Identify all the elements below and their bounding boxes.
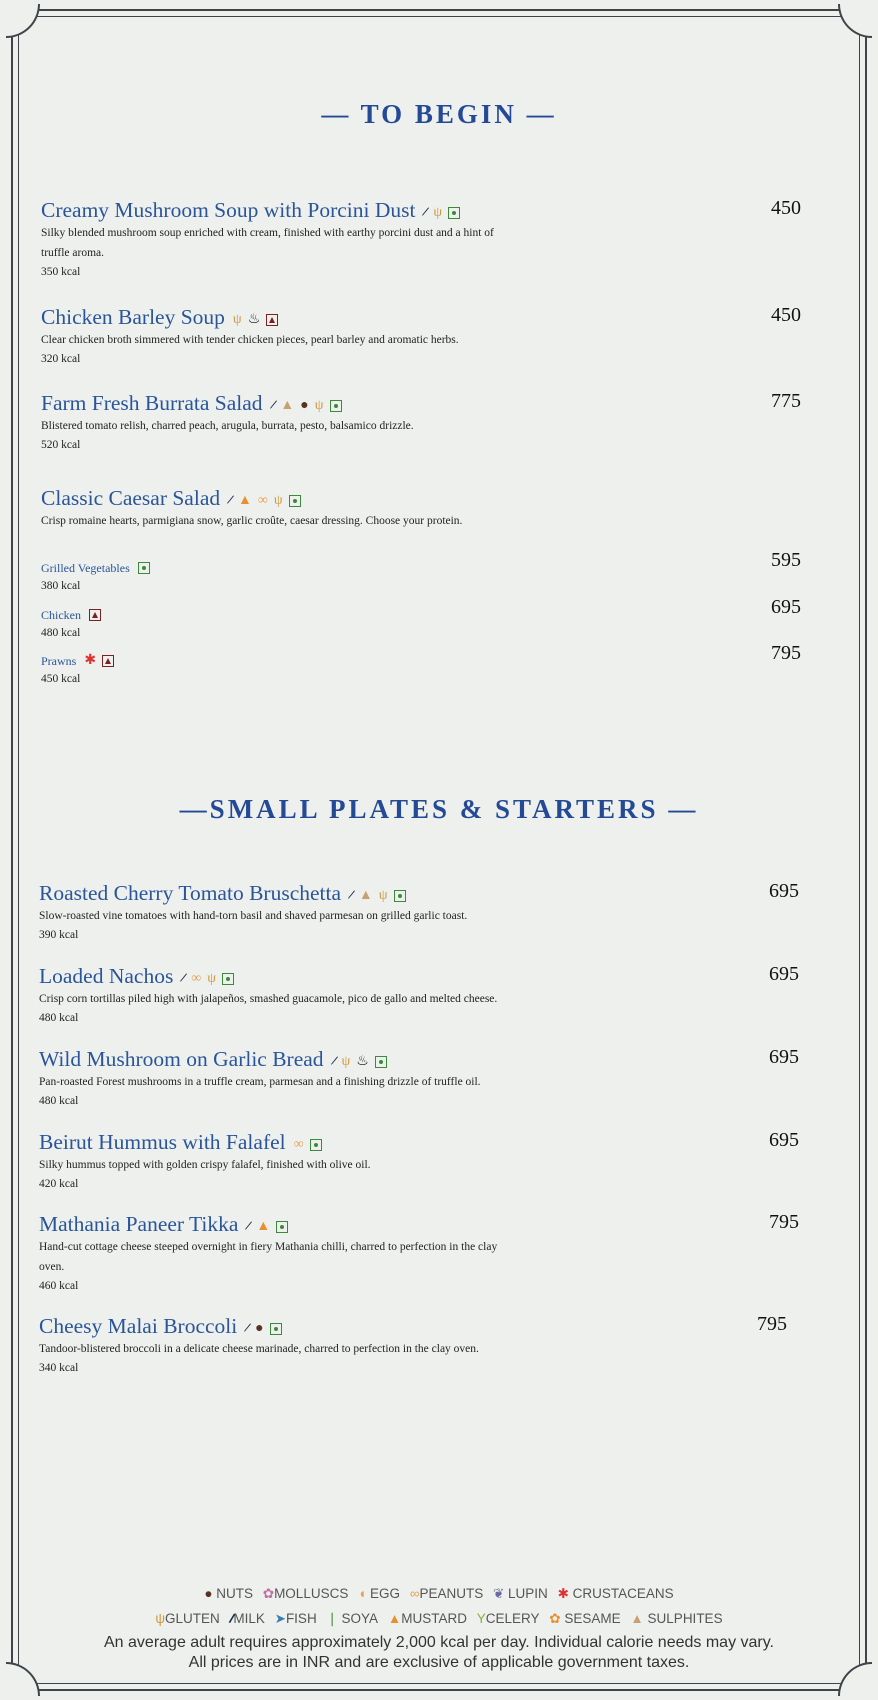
gluten-icon: ψ bbox=[207, 971, 216, 987]
item-price: 695 bbox=[769, 880, 799, 902]
allergen-icons bbox=[242, 1321, 281, 1337]
milk-icon: / bbox=[421, 205, 430, 221]
legend-label: SOYA bbox=[341, 1611, 379, 1626]
price-note: All prices are in INR and are exclusive of applicable government taxes. bbox=[188, 1654, 690, 1671]
veg-icon bbox=[310, 1139, 322, 1151]
option-name: Chicken bbox=[41, 608, 81, 622]
fish-icon: ➤ bbox=[274, 1611, 286, 1626]
milk-icon: / bbox=[329, 1054, 339, 1070]
legend-label: CELERY bbox=[485, 1611, 540, 1626]
item-kcal: 420 kcal bbox=[39, 1178, 79, 1190]
menu-item bbox=[39, 1211, 799, 1295]
gluten-icon: ψ bbox=[232, 312, 242, 328]
allergen-icons bbox=[89, 609, 101, 621]
soya-icon: ❘ bbox=[326, 1611, 338, 1626]
gluten-icon: ψ bbox=[314, 398, 324, 414]
item-price: 695 bbox=[769, 1046, 799, 1068]
item-name: Wild Mushroom on Garlic Bread bbox=[39, 1047, 324, 1071]
legend-label: GLUTEN bbox=[165, 1611, 220, 1626]
milk-icon: / bbox=[244, 1219, 253, 1235]
item-name: Loaded Nachos bbox=[39, 964, 174, 988]
protein-option bbox=[41, 642, 801, 688]
legend-label: SESAME bbox=[564, 1611, 621, 1626]
egg-icon: ◖ bbox=[358, 1586, 367, 1601]
allergen-icons bbox=[246, 1220, 288, 1234]
menu-item bbox=[39, 1313, 799, 1377]
mustard-icon: ▲ bbox=[256, 1219, 271, 1235]
item-kcal: 390 kcal bbox=[39, 929, 79, 941]
nonveg-icon bbox=[102, 655, 114, 667]
item-name: Classic Caesar Salad bbox=[41, 486, 221, 510]
nonveg-icon bbox=[89, 609, 101, 621]
crustaceans-icon: ✱ bbox=[84, 653, 97, 669]
item-description: Clear chicken broth simmered with tender chicken pieces, pearl barley and aromatic herbs. bbox=[41, 334, 459, 346]
item-name: Farm Fresh Burrata Salad bbox=[41, 391, 263, 415]
peanuts-icon: ∞ bbox=[293, 1137, 304, 1153]
milk-icon: / bbox=[225, 493, 235, 509]
item-description: Hand-cut cottage cheese steeped overnight in fiery Mathania chilli, charred to perfection in the clay oven. bbox=[39, 1241, 498, 1273]
allergen-icons bbox=[268, 398, 342, 414]
veg-icon bbox=[270, 1323, 282, 1335]
milk-icon: / bbox=[242, 1321, 252, 1337]
legend-label: EGG bbox=[370, 1586, 401, 1601]
item-kcal: 350 kcal bbox=[41, 266, 81, 278]
item-description: Pan-roasted Forest mushrooms in a truffle cream, parmesan and a finishing drizzle of truffle oil. bbox=[39, 1076, 481, 1088]
veg-icon bbox=[394, 890, 406, 902]
option-price: 695 bbox=[771, 596, 801, 618]
option-price: 795 bbox=[771, 642, 801, 664]
allergen-legend-row-2 bbox=[0, 1611, 878, 1627]
veg-icon bbox=[138, 562, 150, 574]
footer-note bbox=[0, 1633, 878, 1673]
peanuts-icon: ∞ bbox=[409, 1586, 420, 1601]
sesame-icon: ✿ bbox=[549, 1611, 561, 1626]
veg-icon bbox=[375, 1056, 387, 1068]
mustard-icon: ▲ bbox=[238, 493, 252, 509]
item-name: Beirut Hummus with Falafel bbox=[39, 1130, 286, 1154]
allergen-icons bbox=[346, 888, 406, 904]
veg-icon bbox=[289, 495, 301, 507]
gluten-icon: ψ bbox=[273, 493, 283, 509]
item-description: Crisp romaine hearts, parmigiana snow, garlic croûte, caesar dressing. Choose your protein. bbox=[41, 515, 463, 527]
item-price: 795 bbox=[757, 1313, 787, 1335]
milk-icon: / bbox=[227, 1610, 236, 1627]
item-kcal: 320 kcal bbox=[41, 353, 81, 365]
option-name: Grilled Vegetables bbox=[41, 561, 130, 575]
menu-item bbox=[41, 304, 801, 368]
veg-icon bbox=[330, 400, 342, 412]
item-price: 695 bbox=[769, 963, 799, 985]
allergen-icons bbox=[84, 654, 114, 668]
legend-label: CRUSTACEANS bbox=[572, 1586, 674, 1601]
legend-label: MILK bbox=[233, 1611, 265, 1626]
celery-icon: Y bbox=[476, 1611, 486, 1626]
item-description: Tandoor-blistered broccoli in a delicate cheese marinade, charred to perfection in the clay oven. bbox=[39, 1343, 479, 1355]
legend-label: FISH bbox=[285, 1611, 317, 1626]
sulphites-icon: ▲ bbox=[630, 1611, 644, 1626]
peanuts-icon: ∞ bbox=[257, 493, 268, 509]
item-name: Chicken Barley Soup bbox=[41, 305, 225, 329]
item-price: 450 bbox=[771, 304, 801, 326]
item-description: Crisp corn tortillas piled high with jalapeños, smashed guacamole, pico de gallo and melted cheese. bbox=[39, 993, 498, 1005]
allergen-icons bbox=[329, 1054, 387, 1070]
option-kcal: 480 kcal bbox=[41, 627, 81, 639]
protein-option bbox=[41, 596, 801, 642]
item-name: Cheesy Malai Broccoli bbox=[39, 1314, 238, 1338]
nuts-icon: ● bbox=[204, 1586, 213, 1601]
nuts-icon: ● bbox=[300, 398, 309, 414]
item-price: 695 bbox=[769, 1129, 799, 1151]
gluten-icon: ψ bbox=[378, 888, 388, 904]
allergen-icons bbox=[138, 562, 150, 574]
peanuts-icon: ∞ bbox=[191, 971, 202, 987]
veg-icon bbox=[276, 1221, 288, 1233]
item-name: Mathania Paneer Tikka bbox=[39, 1212, 239, 1236]
calorie-note: An average adult requires approximately 2,000 kcal per day. Individual calorie needs may vary. bbox=[104, 1634, 774, 1651]
menu-item bbox=[39, 1129, 799, 1193]
protein-option bbox=[41, 549, 801, 595]
option-price: 595 bbox=[771, 549, 801, 571]
item-description: Silky hummus topped with golden crispy falafel, finished with olive oil. bbox=[39, 1159, 371, 1171]
item-description: Blistered tomato relish, charred peach, arugula, burrata, pesto, balsamico drizzle. bbox=[41, 420, 414, 432]
item-price: 795 bbox=[769, 1211, 799, 1233]
sulphites-icon: ▲ bbox=[280, 398, 295, 414]
gluten-icon: ψ bbox=[155, 1611, 166, 1626]
section-title-small-plates: —SMALL PLATES & STARTERS — bbox=[179, 794, 699, 824]
item-kcal: 520 kcal bbox=[41, 439, 81, 451]
legend-label: NUTS bbox=[216, 1586, 253, 1601]
item-description: Silky blended mushroom soup enriched with cream, finished with earthy porcini dust and a hint of truffle aroma. bbox=[41, 227, 494, 259]
veg-icon bbox=[448, 207, 460, 219]
option-kcal: 380 kcal bbox=[41, 580, 81, 592]
allergen-legend-row-1 bbox=[0, 1586, 878, 1602]
gluten-icon: ψ bbox=[433, 205, 443, 221]
item-kcal: 460 kcal bbox=[39, 1280, 79, 1292]
item-price: 775 bbox=[771, 390, 801, 412]
allergen-icons bbox=[181, 972, 234, 986]
nuts-icon: ● bbox=[255, 1321, 264, 1337]
milk-icon: / bbox=[268, 398, 278, 414]
item-price: 450 bbox=[771, 197, 801, 219]
option-kcal: 450 kcal bbox=[41, 673, 81, 685]
legend-label: PEANUTS bbox=[419, 1586, 484, 1601]
menu-item bbox=[41, 390, 801, 454]
gluten-icon: ψ bbox=[341, 1054, 351, 1070]
crustaceans-icon: ✱ bbox=[557, 1586, 569, 1601]
milk-icon: / bbox=[346, 888, 356, 904]
item-description: Slow-roasted vine tomatoes with hand-torn basil and shaved parmesan on grilled garlic toast. bbox=[39, 910, 468, 922]
celery-icon: ♨ bbox=[356, 1054, 369, 1070]
option-name: Prawns bbox=[41, 654, 77, 668]
mustard-icon: ▲ bbox=[387, 1611, 402, 1626]
allergen-icons bbox=[225, 493, 301, 509]
menu-item bbox=[41, 197, 801, 281]
allergen-icons bbox=[294, 1138, 322, 1152]
item-name: Roasted Cherry Tomato Bruschetta bbox=[39, 881, 342, 905]
section-title-to-begin: — TO BEGIN — bbox=[321, 99, 557, 129]
allergen-icons bbox=[233, 313, 278, 327]
menu-item bbox=[39, 963, 799, 1027]
sulphites-icon: ▲ bbox=[358, 888, 373, 904]
item-kcal: 480 kcal bbox=[39, 1012, 79, 1024]
menu-item bbox=[41, 485, 801, 531]
allergen-icons bbox=[423, 206, 460, 220]
legend-label: LUPIN bbox=[508, 1586, 548, 1601]
celery-icon: ♨ bbox=[247, 312, 261, 328]
menu-item bbox=[39, 880, 799, 944]
lupin-icon: ❦ bbox=[492, 1586, 505, 1601]
milk-icon: / bbox=[179, 971, 188, 987]
legend-label: MUSTARD bbox=[401, 1611, 467, 1626]
item-kcal: 340 kcal bbox=[39, 1362, 79, 1374]
nonveg-icon bbox=[266, 314, 278, 326]
molluscs-icon: ✿ bbox=[262, 1586, 275, 1601]
legend-label: SULPHITES bbox=[647, 1611, 723, 1626]
veg-icon bbox=[222, 973, 234, 985]
menu-item bbox=[39, 1046, 799, 1110]
item-name: Creamy Mushroom Soup with Porcini Dust bbox=[41, 198, 416, 222]
item-kcal: 480 kcal bbox=[39, 1095, 79, 1107]
legend-label: MOLLUSCS bbox=[274, 1586, 349, 1601]
